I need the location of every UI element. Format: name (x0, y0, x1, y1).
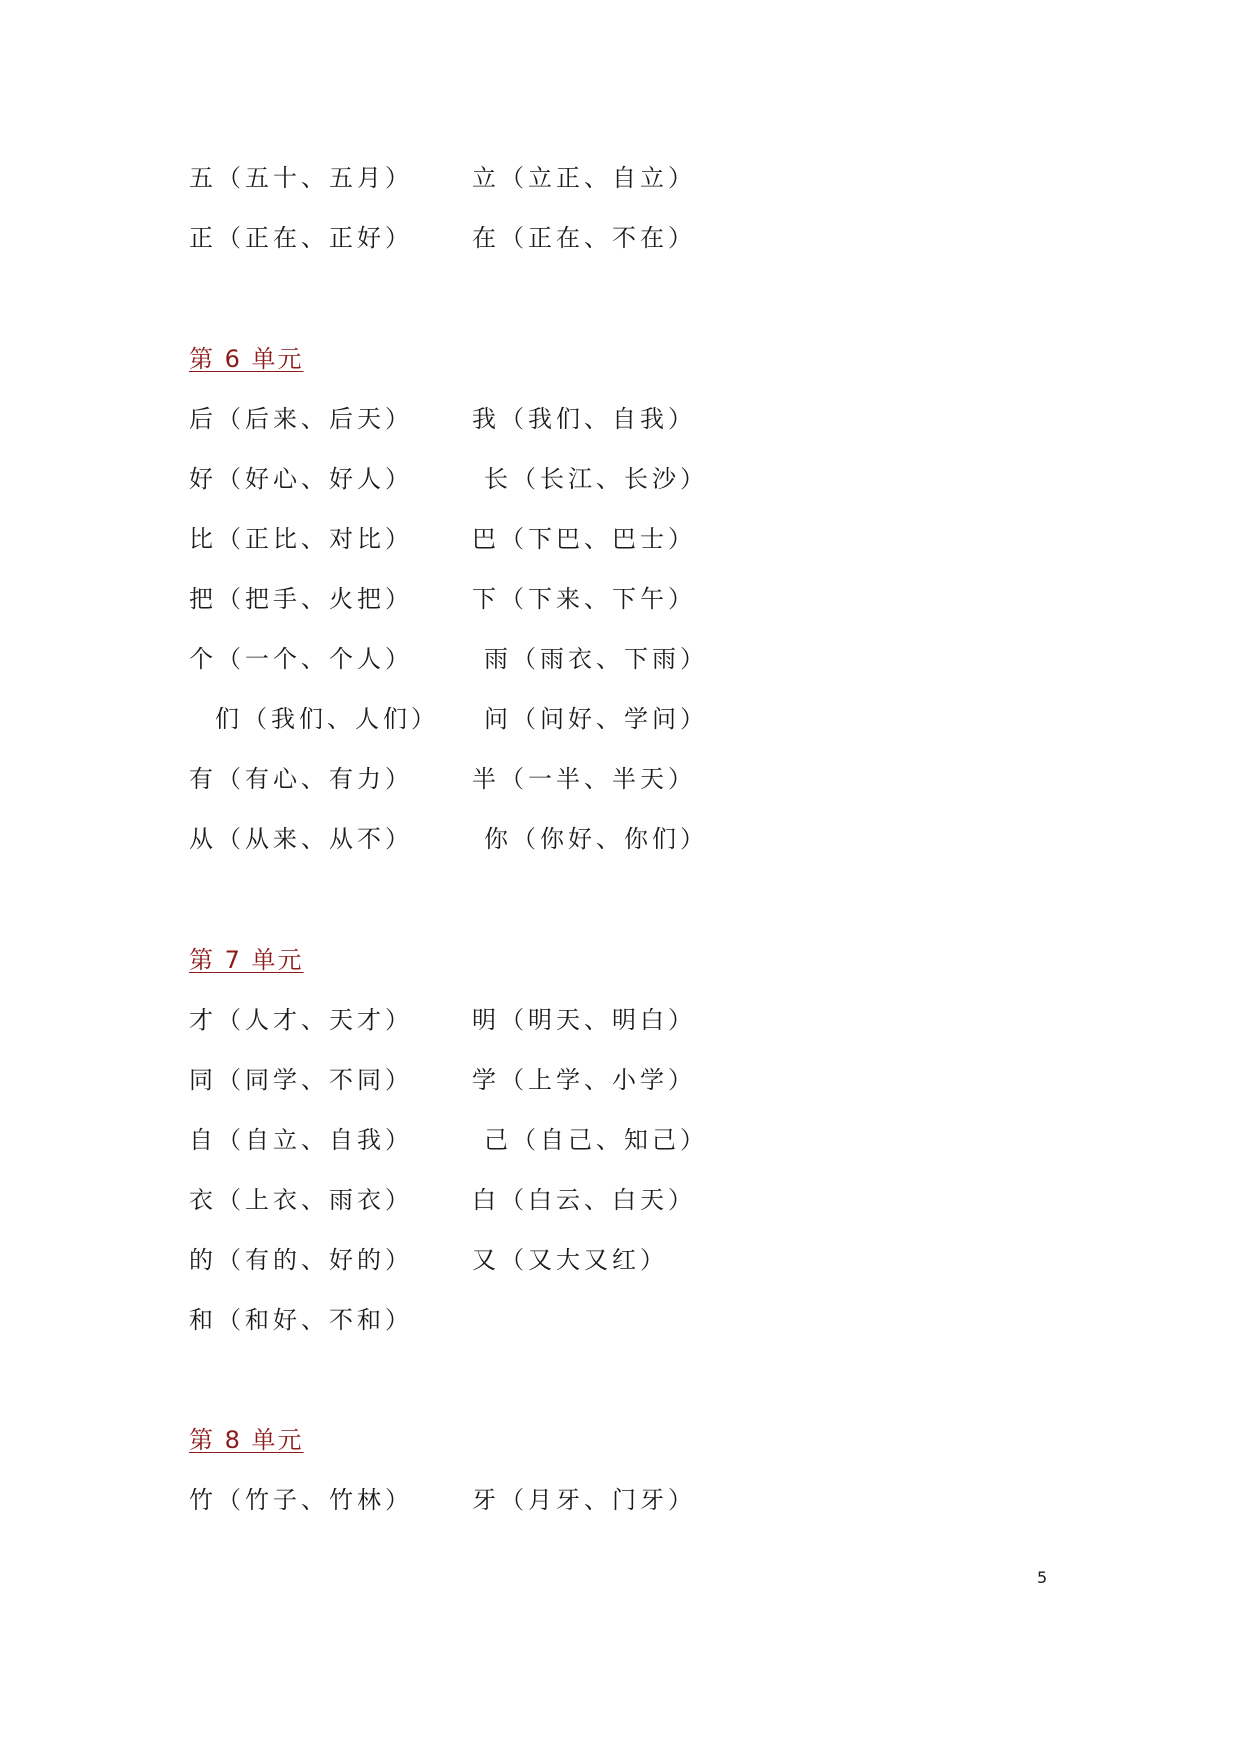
word-line: 才（人才、天才） (189, 1006, 413, 1034)
word-line: 有（有心、有力） (189, 765, 413, 793)
word-line: 下（下来、下午） (472, 585, 696, 613)
unit-8-heading: 第 8 单元 (189, 1426, 304, 1454)
word-line: 白（白云、白天） (472, 1186, 696, 1214)
word-line: 己（自己、知己） (484, 1126, 708, 1154)
word-line: 又（又大又红） (472, 1246, 668, 1274)
unit-7-heading: 第 7 单元 (189, 946, 304, 974)
word-line: 巴（下巴、巴士） (472, 525, 696, 553)
unit-6-heading: 第 6 单元 (189, 345, 304, 373)
word-line: 好（好心、好人） (189, 465, 413, 493)
word-line: 从（从来、从不） (189, 825, 413, 853)
word-line: 们（我们、人们） (215, 705, 439, 733)
word-line: 和（和好、不和） (189, 1306, 413, 1334)
word-line: 的（有的、好的） (189, 1246, 413, 1274)
word-line: 竹（竹子、竹林） (189, 1486, 413, 1514)
word-line: 把（把手、火把） (189, 585, 413, 613)
word-line: 长（长江、长沙） (484, 465, 708, 493)
word-line: 你（你好、你们） (484, 825, 708, 853)
word-line: 在（正在、不在） (472, 224, 696, 252)
word-line: 比（正比、对比） (189, 525, 413, 553)
page-number: 5 (1037, 1568, 1048, 1587)
word-line: 学（上学、小学） (472, 1066, 696, 1094)
word-line: 牙（月牙、门牙） (472, 1486, 696, 1514)
word-line: 半（一半、半天） (472, 765, 696, 793)
word-line: 自（自立、自我） (189, 1126, 413, 1154)
word-line: 后（后来、后天） (189, 405, 413, 433)
word-line: 问（问好、学问） (484, 705, 708, 733)
word-line: 立（立正、自立） (472, 164, 696, 192)
word-line: 五（五十、五月） (189, 164, 413, 192)
word-line: 个（一个、个人） (189, 645, 413, 673)
word-line: 衣（上衣、雨衣） (189, 1186, 413, 1214)
word-line: 雨（雨衣、下雨） (484, 645, 708, 673)
word-line: 正（正在、正好） (189, 224, 413, 252)
word-line: 同（同学、不同） (189, 1066, 413, 1094)
word-line: 我（我们、自我） (472, 405, 696, 433)
word-line: 明（明天、明白） (472, 1006, 696, 1034)
